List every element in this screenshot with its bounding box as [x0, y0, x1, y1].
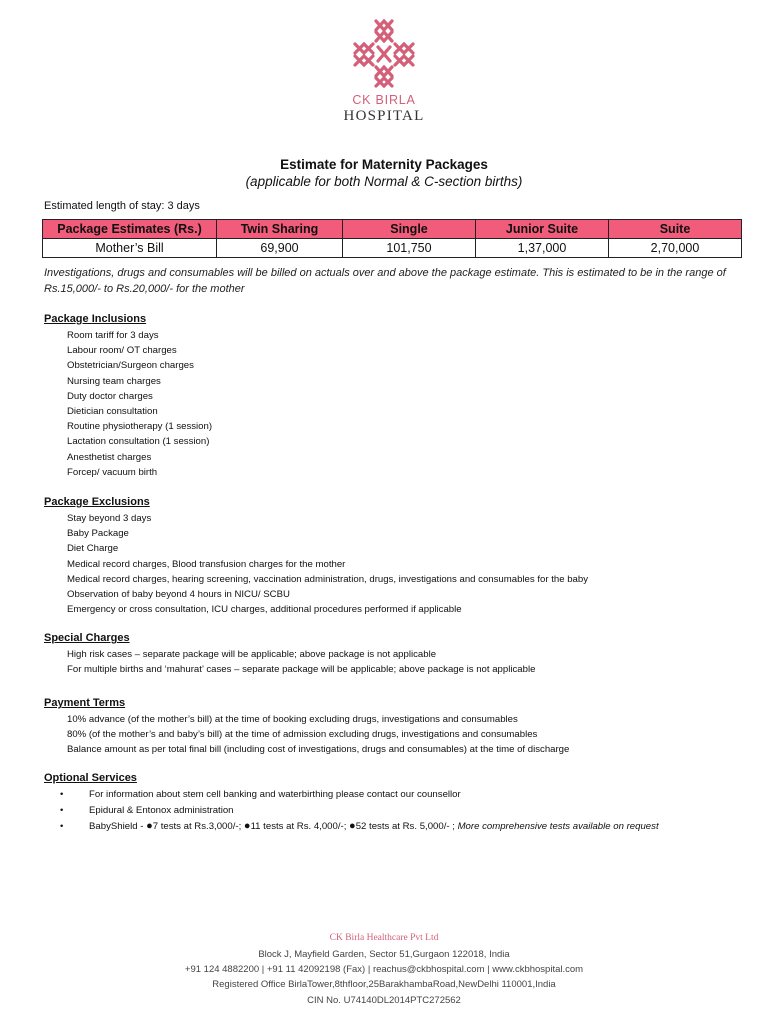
- ck-birla-cross-logo-icon: [352, 18, 416, 88]
- babyshield-option: 7 tests at Rs.3,000/-;: [152, 820, 244, 832]
- bullet-icon: •: [60, 804, 64, 816]
- table-header-cell: Package Estimates (Rs.): [43, 220, 217, 239]
- list-item-text: Epidural & Entonox administration: [89, 804, 234, 816]
- list-item: Medical record charges, hearing screening, vaccination administration, drugs, investigations and consumables for the baby: [67, 573, 589, 585]
- list-item: Lactation consultation (1 session): [67, 436, 210, 448]
- table-cell: 2,70,000: [609, 239, 742, 258]
- document-subtitle: (applicable for both Normal & C-section births): [245, 174, 523, 189]
- list-item: Dietician consultation: [67, 405, 158, 417]
- list-item: Duty doctor charges: [67, 390, 153, 402]
- estimated-stay: Estimated length of stay: 3 days: [44, 200, 200, 212]
- payment-terms-list: [67, 712, 569, 758]
- footer-registered-office: Registered Office BirlaTower,8thfloor,25BarakhambaRoad,NewDelhi 110001,India: [212, 979, 556, 990]
- list-item: Emergency or cross consultation, ICU charges, additional procedures performed if applicable: [67, 604, 462, 616]
- list-item: Forcep/ vacuum birth: [67, 466, 158, 478]
- list-item: Observation of baby beyond 4 hours in NICU/ SCBU: [67, 588, 290, 600]
- inclusions-list: [67, 328, 212, 480]
- inclusions-heading: Package Inclusions: [44, 313, 147, 325]
- table-cell: Mother’s Bill: [43, 239, 217, 258]
- optional-services-list: [60, 787, 659, 834]
- footer-contact: +91 124 4882200 | +91 11 42092198 (Fax) | reachus@ckbhospital.com | www.ckbhospital.com: [184, 964, 584, 975]
- footer-cin: CIN No. U74140DL2014PTC272562: [307, 995, 461, 1006]
- special-charges-heading: Special Charges: [44, 632, 130, 644]
- footer-company: CK Birla Healthcare Pvt Ltd: [329, 933, 439, 943]
- table-header-cell: Suite: [609, 220, 742, 239]
- exclusions-heading: Package Exclusions: [44, 496, 150, 508]
- dot-icon: ●: [243, 819, 251, 832]
- table-header-cell: Junior Suite: [476, 220, 609, 239]
- list-item: High risk cases – separate package will be applicable; above package is not applicable: [67, 649, 437, 660]
- dot-icon: ●: [349, 819, 356, 832]
- billing-note: Investigations, drugs and consumables will be billed on actuals over and above the package estimate. This is estimated to be in the range of Rs.15,000/- to Rs.20,000/- for the mother: [44, 267, 726, 295]
- special-charges-list: [67, 647, 535, 677]
- dot-icon: ●: [146, 819, 153, 832]
- brand-name-line2: HOSPITAL: [343, 108, 425, 124]
- list-item: Balance amount as per total final bill (including cost of investigations, drugs and consumables) at the time of discharge: [67, 744, 570, 756]
- list-item: Baby Package: [67, 528, 129, 540]
- exclusions-list: [67, 511, 588, 617]
- optional-services-heading: Optional Services: [44, 772, 137, 784]
- list-item: Obstetrician/Surgeon charges: [67, 360, 194, 372]
- list-item: Diet Charge: [67, 543, 119, 555]
- footer-address: Block J, Mayfield Garden, Sector 51,Gurgaon 122018, India: [258, 949, 510, 960]
- list-item-text: For information about stem cell banking and waterbirthing please contact our counsellor: [89, 789, 461, 800]
- list-item: Anesthetist charges: [67, 451, 152, 463]
- list-item: [60, 787, 659, 803]
- babyshield-option: 11 tests at Rs. 4,000/-;: [250, 820, 350, 832]
- table-row: [43, 239, 742, 258]
- babyshield-note: More comprehensive tests available on request: [457, 820, 659, 832]
- table-cell: 69,900: [217, 239, 343, 258]
- list-item: 80% (of the mother’s and baby’s bill) at the time of admission excluding drugs, investigations and consumables: [67, 729, 538, 741]
- list-item: 10% advance (of the mother’s bill) at the time of booking excluding drugs, investigations and consumables: [67, 714, 518, 725]
- brand-name-line1: CK BIRLA: [352, 93, 416, 107]
- table-cell: 101,750: [343, 239, 476, 258]
- table-header-cell: Twin Sharing: [217, 220, 343, 239]
- table-cell: 1,37,000: [476, 239, 609, 258]
- list-item: Room tariff for 3 days: [67, 330, 159, 341]
- table-header-row: [43, 220, 742, 239]
- list-item: Routine physiotherapy (1 session): [67, 421, 213, 433]
- list-item: [60, 803, 659, 819]
- bullet-icon: •: [60, 789, 64, 800]
- list-item: For multiple births and ‘mahurat’ cases – separate package will be applicable; above package is not applicable: [67, 664, 536, 676]
- payment-terms-heading: Payment Terms: [44, 697, 126, 709]
- list-item: Stay beyond 3 days: [67, 513, 152, 524]
- bullet-icon: •: [60, 820, 64, 832]
- list-item: Medical record charges, Blood transfusion charges for the mother: [67, 558, 346, 570]
- babyshield-label: BabyShield -: [89, 820, 147, 832]
- babyshield-item: [60, 819, 659, 835]
- table-header-cell: Single: [343, 220, 476, 239]
- list-item: Nursing team charges: [67, 375, 161, 387]
- list-item: Labour room/ OT charges: [67, 345, 177, 357]
- babyshield-option: 52 tests at Rs. 5,000/- ;: [355, 820, 458, 832]
- document-title: Estimate for Maternity Packages: [280, 157, 488, 172]
- package-estimate-table: [42, 219, 742, 258]
